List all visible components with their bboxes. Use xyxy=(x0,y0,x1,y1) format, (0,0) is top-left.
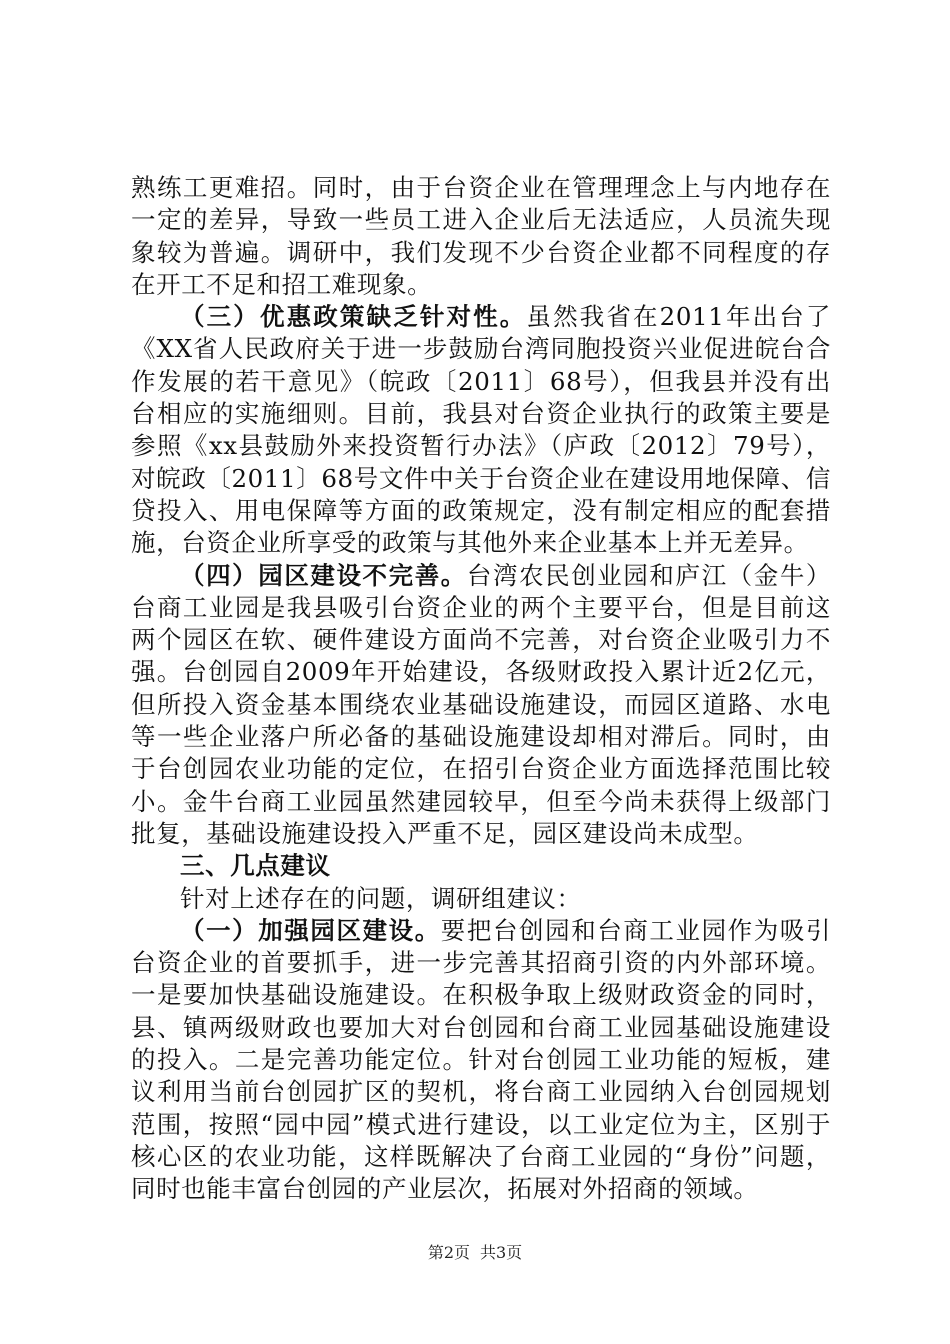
paragraph-park xyxy=(131,560,831,851)
page-footer xyxy=(0,1243,950,1263)
paragraph-policy xyxy=(131,301,831,559)
paragraph-lead-heading: （一）加强园区建设。 xyxy=(180,915,441,945)
paragraph-continuation xyxy=(131,172,831,301)
paragraph-lead-heading: （三）优惠政策缺乏针对性。 xyxy=(180,302,527,332)
paragraph-text: 要把台创园和台商工业园作为吸引台资企业的首要抓手，进一步完善其招商引资的内外部环境。一是要加快基础设施建设。在积极争取上级财政资金的同时，县、镇两级财政也要加大对台创园和台商工业园基础设施建设的投入。二是完善功能定位。针对台创园工业功能的短板，建议利用当前台创园扩区的契机，将台商工业园纳入台创园规划范围，按照“园中园”模式进行建设，以工业定位为主，区别于核心区的农业功能，这样既解决了台商工业园的“身份”问题，同时也能丰富台创园的产业层次，拓展对外招商的领域。 xyxy=(131,915,832,1204)
section-heading: 三、几点建议 xyxy=(180,851,331,881)
paragraph-suggestion xyxy=(131,915,831,1206)
paragraph-text: 虽然我省在2011年出台了《XX省人民政府关于进一步鼓励台湾同胞投资兴业促进皖台合作发展的若干意见》（皖政〔2011〕68号），但我县并没有出台相应的实施细则。目前，我县对台资企业执行的政策主要是参照《xx县鼓励外来投资暂行办法》（庐政〔2012〕79号），对皖政〔2011〕68号文件中关于台资企业在建设用地保障、信贷投入、用电保障等方面的政策规定，没有制定相应的配套措施，台资企业所享受的政策与其他外来企业基本上并无差异。 xyxy=(131,302,831,558)
page-number-total: 共3页 xyxy=(480,1243,523,1262)
paragraph-intro xyxy=(131,883,831,915)
paragraph-text: 熟练工更难招。同时，由于台资企业在管理理念上与内地存在一定的差异，导致一些员工进入企业后无法适应，人员流失现象较为普遍。调研中，我们发现不少台资企业都不同程度的存在开工不足和招工难现象。 xyxy=(131,173,831,299)
document-body xyxy=(131,172,831,1206)
paragraph-text: 针对上述存在的问题，调研组建议： xyxy=(180,883,582,913)
page-number-current: 第2页 xyxy=(427,1243,470,1262)
paragraph-text: 台湾农民创业园和庐江（金牛）台商工业园是我县吸引台资企业的两个主要平台，但是目前这两个园区在软、硬件建设方面尚不完善，对台资企业吸引力不强。台创园自2009年开始建设，各级财政投入累计近2亿元，但所投入资金基本围绕农业基础设施建设，而园区道路、水电等一些企业落户所必备的基础设施建设却相对滞后。同时，由于台创园农业功能的定位，在招引台资企业方面选择范围比较小。金牛台商工业园虽然建园较早，但至今尚未获得上级部门批复，基础设施建设投入严重不足，园区建设尚未成型。 xyxy=(131,560,831,848)
paragraph-lead-heading: （四）园区建设不完善。 xyxy=(180,560,467,590)
